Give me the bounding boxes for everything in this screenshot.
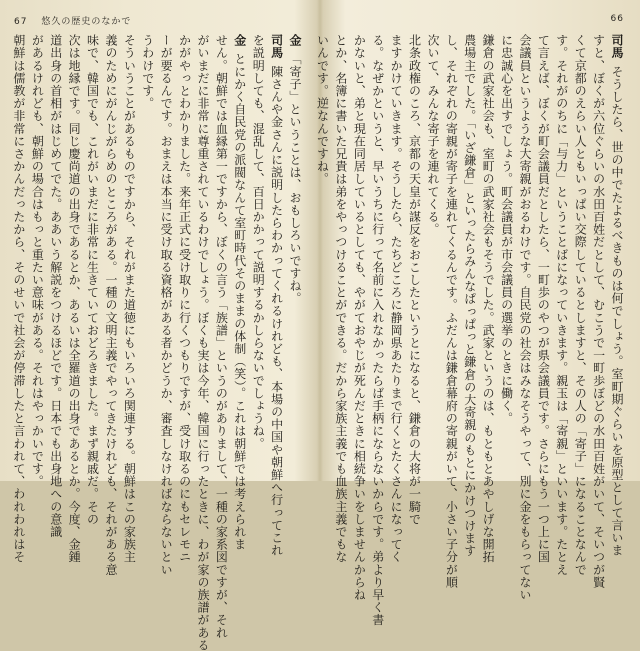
line-text: 味で、韓国でも、これがいまだに非常に生きていておどろきました。まず親戚だ。その — [85, 34, 100, 526]
left-page-line — [194, 34, 212, 651]
line-text: うわけです。 — [140, 34, 155, 110]
line-text: 朝鮮は儒教が非常にさかんだったから、そのせいで社会が停滞したと言われて、われわれはそ — [11, 34, 26, 564]
line-text: かないと、弟と現在同居しているとしても、やがておやじが死んだときに相続争いをしませんからね — [352, 34, 367, 601]
line-text: て言えば、ぼくが町会議員だとしたら、一町歩のやつが県会議員です。さらにもう一つ上に国 — [536, 34, 551, 564]
line-text: があるけれども、朝鮮の場合はもっと重たい意味がある。それはやっかいです。 — [30, 34, 45, 488]
line-text: くて京都のえらい人ともいっぱい交際しているとしますと、その人の「寄子」になることなんで — [573, 34, 588, 576]
left-page-line — [28, 34, 46, 488]
left-page-line — [175, 34, 193, 564]
right-page-line — [405, 34, 423, 526]
line-text: そういうことがあるものですから、それがまた道徳にもいろいろ関連する。朝鮮はこの家族主 — [122, 34, 137, 564]
right-page-line — [313, 34, 331, 458]
right-page-line — [332, 34, 350, 564]
left-page-line — [46, 34, 64, 538]
left-page-line — [230, 34, 248, 551]
left-page-line — [138, 34, 156, 458]
line-text: ーが要るんです。おまえは本当に受け取る資格がある者かどうか、審査しなければならないとい — [159, 34, 174, 576]
line-text: すと、ぼくが六位ぐらいの水田百姓だとして、むこうで一町歩ぼどの水田百姓がいて、そいつが賢 — [591, 34, 606, 589]
right-page-text — [315, 34, 626, 627]
speaker-label: 司馬 — [610, 34, 624, 60]
right-page-line — [552, 34, 570, 576]
line-text: がいまだに非常に尊重されているわけでしょう。ぼくも実は今年、韓国に行ったときに、わが家の族譜がある — [195, 34, 210, 651]
line-text: いんです。逆なんですね。 — [315, 34, 330, 186]
left-running-title: 悠久の歴史のなかで — [41, 17, 132, 27]
line-text: 道出身の首相がはじめてでた。ああいう解説をつけるほどです。日本でも出身地への意識 — [48, 34, 63, 538]
right-page-line — [589, 34, 607, 589]
line-text: 義のためにがんじがらめのところがある。一種の文明主義でやってきたけれども、それがある意 — [103, 34, 118, 576]
line-text: を説明しても、混乱して、百日かかって説明するかしらないでしょうね。 — [251, 34, 266, 450]
right-page-line — [368, 34, 386, 627]
right-page-line — [479, 34, 497, 564]
right-page-number: 66 — [610, 14, 624, 24]
left-page-line — [10, 34, 28, 564]
line-text: す。それがのちに「与力」ということばになっていきます。親玉は「寄親」といいます。たとえ — [554, 34, 569, 576]
line-text: 鎌倉の武家社会も、室町の武家社会もそうでした。武家というのは、もともとあやしげな開拓 — [481, 34, 496, 564]
left-page-header — [14, 14, 131, 27]
left-page-line — [249, 34, 267, 458]
line-text: 農場主でした。「いざ鎌倉」といったらみんなぱっぱっと鎌倉の大寄親のもとにかけつけます — [462, 34, 477, 558]
right-page-line — [497, 34, 515, 458]
line-text: 次いて、みんな寄子を連れてくる。 — [425, 34, 440, 236]
line-text: る。なぜかというと、早いうちに行って名前に入れなかったらば手柄にならないからです。弟より早く書 — [370, 34, 385, 627]
line-text: 次は地縁です。同じ慶尚道の出身であるとか、あるいは全羅道の出身であるとか。今度、金鍾 — [67, 34, 82, 564]
line-text: に忠誠心を出すでしょう。町会議員が市会議員の選挙のときに働く。 — [499, 34, 514, 425]
right-page-line — [534, 34, 552, 564]
line-text: とにかく自民党の派閥なんて室町時代そのままの体制（笑）。これは朝鮮では考えられま — [232, 52, 247, 551]
right-page-line — [608, 34, 626, 557]
right-page-line — [571, 34, 589, 576]
line-text: かがやっとわかりました。来年正式に受け取りに行くつもりですが、受け取るのにもセレモニ — [177, 34, 192, 564]
speaker-label: 司馬 — [269, 34, 284, 60]
right-page-line — [442, 34, 460, 589]
speaker-label: 金 — [288, 34, 302, 47]
line-text: 北条政権のころ、京都の天皇が謀反をおこしたというとになると、鎌倉の大将が一騎で — [407, 34, 422, 526]
left-page-line — [286, 34, 304, 458]
left-page-line — [65, 34, 83, 564]
left-page-line — [212, 34, 230, 639]
line-text: そうしたら、世の中でたよるべきものは何でしょう。室町期ぐらいを原型として言いま — [610, 65, 624, 557]
right-page-header — [611, 14, 624, 24]
speaker-label: 金 — [232, 34, 247, 47]
line-text: 陳さんや金さんに説明したらわかってくれるけれども、本場の中国や朝鮮へ行ってこれ — [269, 65, 284, 557]
left-page-number: 67 — [14, 17, 28, 27]
line-text: 「寄子」ということは、おもしろいですね。 — [288, 52, 302, 305]
left-page-line — [267, 34, 285, 557]
right-page-line — [350, 34, 368, 601]
right-page-line — [424, 34, 442, 458]
right-page-line — [387, 34, 405, 564]
left-page-line — [157, 34, 175, 576]
right-page-line — [460, 34, 478, 558]
left-page-line — [83, 34, 101, 526]
left-page-line — [120, 34, 138, 564]
line-text: 会議員というような大寄親がおるわけです。自民党の社会はみなそうやって、別に金をもらってない — [517, 34, 532, 601]
line-text: せん。朝鮮では血縁第一ですから、ぼくの言う「族譜」というのがありまして、一種の家系図ですが、それ — [214, 34, 229, 639]
line-text: ますかけていきます。そうしたら、たちどころに静岡県あたりまで行くとたくさんになってく — [389, 34, 404, 564]
line-text: し、それぞれの寄親が寄子を連れてくるんです。ふだんは鎌倉幕府の寄親がいて、小さい子分が順 — [444, 34, 459, 589]
right-page-line — [516, 34, 534, 601]
line-text: とか、名簿に書いた兄貴は弟をやっつけることができる。だから家族主義でも血族主義でもな — [333, 34, 348, 564]
left-page-text — [11, 34, 304, 651]
left-page-line — [102, 34, 120, 576]
